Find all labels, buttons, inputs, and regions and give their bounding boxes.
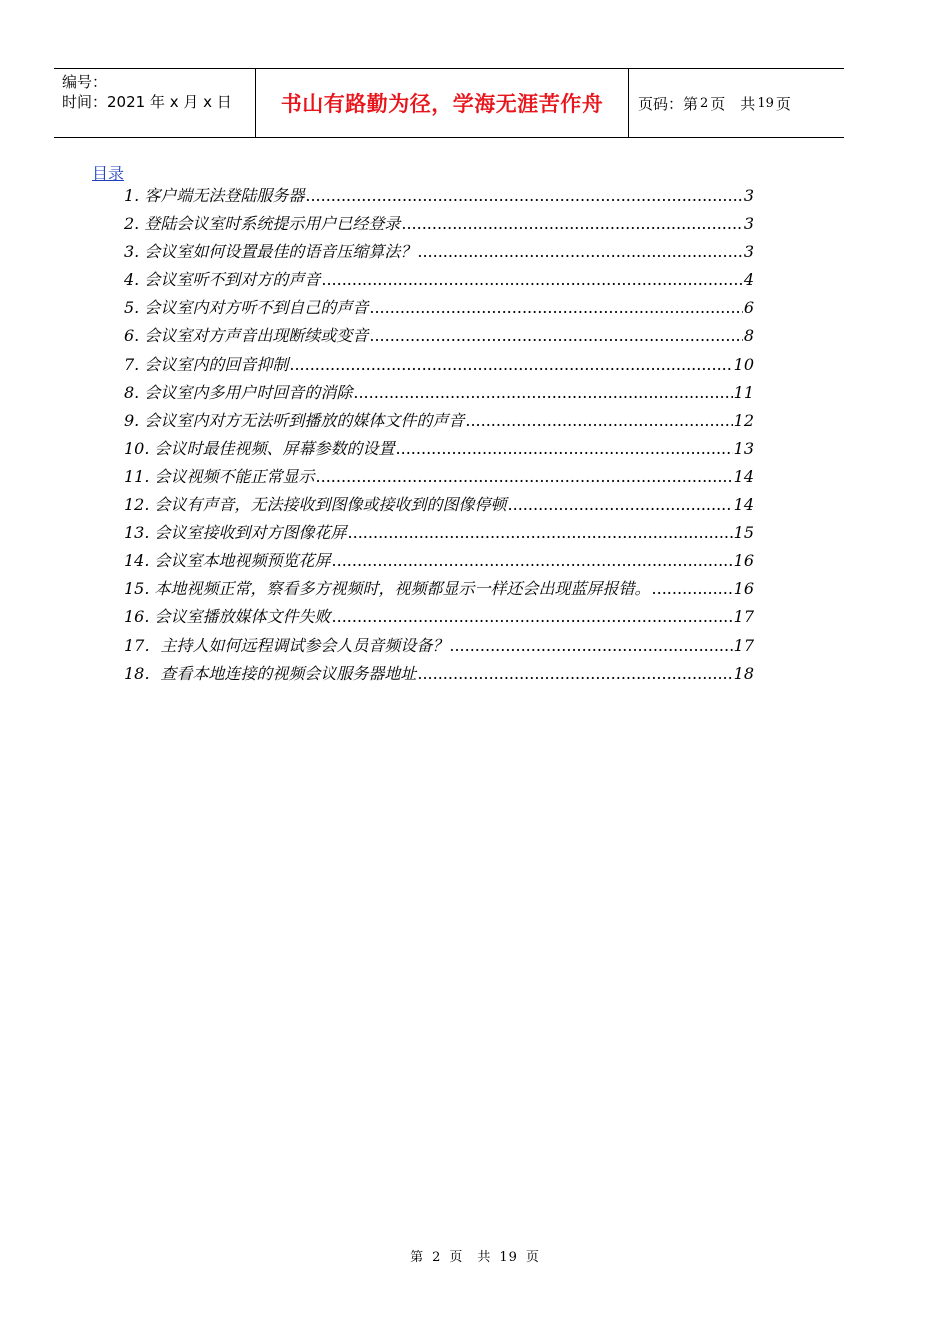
toc-entry-link[interactable] bbox=[124, 575, 754, 603]
toc-leader-dots bbox=[417, 238, 742, 266]
toc-leader-dots bbox=[348, 519, 733, 547]
toc-entry-page: 18 bbox=[733, 663, 754, 683]
toc-leader-dots bbox=[316, 463, 733, 491]
toc-entry-page: 17 bbox=[733, 635, 754, 655]
toc-entry-page: 3 bbox=[743, 214, 754, 234]
toc-entry-page: 15 bbox=[733, 523, 754, 543]
toc-entry-text: 4. 会议室听不到对方的声音 bbox=[124, 270, 321, 290]
header-page-prefix: 页码：第 bbox=[638, 94, 699, 113]
page-footer bbox=[0, 1246, 950, 1265]
toc-entry-text: 3. 会议室如何设置最佳的语音压缩算法？ bbox=[124, 242, 417, 262]
toc-entry-link[interactable] bbox=[124, 491, 754, 519]
toc-entry-link[interactable] bbox=[124, 660, 754, 688]
table-of-contents bbox=[124, 182, 754, 688]
toc-entry-text: 15. 本地视频正常，察看多方视频时，视频都显示一样还会出现蓝屏报错。 bbox=[124, 579, 651, 599]
toc-leader-dots bbox=[508, 491, 733, 519]
toc-entry-link[interactable] bbox=[124, 407, 754, 435]
serial-label: 编号： bbox=[62, 73, 108, 91]
toc-entry-text: 13. 会议室接收到对方图像花屏 bbox=[124, 523, 347, 543]
toc-entry-text: 5. 会议室内对方听不到自己的声音 bbox=[124, 298, 369, 318]
toc-entry-page: 3 bbox=[743, 186, 754, 205]
toc-entry-page: 12 bbox=[733, 410, 754, 430]
toc-entry-link[interactable] bbox=[124, 603, 754, 631]
toc-entry-text: 10. 会议时最佳视频、屏幕参数的设置 bbox=[124, 438, 395, 458]
toc-leader-dots bbox=[401, 210, 742, 238]
page-header bbox=[54, 68, 844, 138]
toc-entry-link[interactable] bbox=[124, 463, 754, 491]
footer-mid: 页 共 bbox=[449, 1250, 492, 1265]
footer-suffix: 页 bbox=[525, 1250, 540, 1265]
header-page-suffix: 页 bbox=[775, 94, 791, 113]
toc-entry-text: 8. 会议室内多用户时回音的消除 bbox=[124, 382, 353, 402]
toc-leader-dots bbox=[396, 435, 733, 463]
toc-entry-page: 11 bbox=[733, 382, 754, 402]
header-page-total: 19 bbox=[757, 95, 774, 111]
toc-entry-link[interactable] bbox=[124, 351, 754, 379]
toc-entry-link[interactable] bbox=[124, 182, 754, 210]
toc-leader-dots bbox=[369, 322, 742, 350]
header-page-mid: 页 共 bbox=[710, 94, 756, 113]
footer-prefix: 第 bbox=[410, 1250, 425, 1265]
header-motto: 书山有路勤为径，学海无涯苦作舟 bbox=[255, 69, 629, 137]
toc-entry-page: 10 bbox=[733, 354, 754, 374]
toc-leader-dots bbox=[369, 294, 742, 322]
toc-leader-dots bbox=[353, 379, 732, 407]
toc-entry-text: 16. 会议室播放媒体文件失败 bbox=[124, 607, 331, 627]
toc-leader-dots bbox=[417, 660, 732, 688]
toc-entry-page: 13 bbox=[733, 438, 754, 458]
toc-entry-page: 16 bbox=[733, 551, 754, 571]
toc-leader-dots bbox=[652, 575, 733, 603]
header-meta bbox=[54, 69, 255, 137]
toc-entry-link[interactable] bbox=[124, 322, 754, 350]
toc-entry-text: 17．主持人如何远程调试参会人员音频设备？ bbox=[124, 635, 449, 655]
toc-leader-dots bbox=[289, 351, 732, 379]
toc-entry-link[interactable] bbox=[124, 294, 754, 322]
toc-entry-text: 18．查看本地连接的视频会议服务器地址 bbox=[124, 663, 417, 683]
toc-entry-link[interactable] bbox=[124, 210, 754, 238]
toc-leader-dots bbox=[332, 547, 733, 575]
toc-entry-text: 1. 客户端无法登陆服务器 bbox=[124, 186, 305, 205]
toc-entry-link[interactable] bbox=[124, 238, 754, 266]
toc-entry-text: 11. 会议视频不能正常显示 bbox=[124, 466, 315, 486]
toc-entry-page: 14 bbox=[733, 495, 754, 515]
toc-entry-text: 14. 会议室本地视频预览花屏 bbox=[124, 551, 331, 571]
toc-title-link[interactable]: 目录 bbox=[92, 164, 125, 183]
toc-entry-page: 4 bbox=[743, 270, 754, 290]
toc-entry-link[interactable] bbox=[124, 435, 754, 463]
toc-entry-page: 16 bbox=[733, 579, 754, 599]
toc-entry-text: 7. 会议室内的回音抑制 bbox=[124, 354, 289, 374]
toc-leader-dots bbox=[332, 603, 733, 631]
toc-entry-link[interactable] bbox=[124, 632, 754, 660]
header-page-num: 2 bbox=[700, 95, 709, 111]
toc-leader-dots bbox=[449, 632, 732, 660]
toc-entry-page: 6 bbox=[743, 298, 754, 318]
footer-page-num: 2 bbox=[432, 1250, 442, 1265]
toc-entry-text: 6. 会议室对方声音出现断续或变音 bbox=[124, 326, 369, 346]
toc-entry-link[interactable] bbox=[124, 266, 754, 294]
toc-entry-link[interactable] bbox=[124, 547, 754, 575]
toc-leader-dots bbox=[305, 182, 742, 210]
time-label: 时间：2021 年 x 月 x 日 bbox=[62, 93, 232, 111]
toc-entry-page: 14 bbox=[733, 466, 754, 486]
toc-entry-page: 8 bbox=[743, 326, 754, 346]
header-page-info bbox=[629, 69, 844, 137]
footer-page-total: 19 bbox=[499, 1250, 518, 1265]
toc-entry-link[interactable] bbox=[124, 379, 754, 407]
toc-entry-text: 9. 会议室内对方无法听到播放的媒体文件的声音 bbox=[124, 410, 465, 430]
toc-entry-page: 3 bbox=[743, 242, 754, 262]
toc-leader-dots bbox=[321, 266, 742, 294]
toc-leader-dots bbox=[465, 407, 732, 435]
toc-entry-page: 17 bbox=[733, 607, 754, 627]
toc-entry-text: 12. 会议有声音，无法接收到图像或接收到的图像停顿 bbox=[124, 495, 507, 515]
toc-entry-link[interactable] bbox=[124, 519, 754, 547]
toc-entry-text: 2. 登陆会议室时系统提示用户已经登录 bbox=[124, 214, 401, 234]
